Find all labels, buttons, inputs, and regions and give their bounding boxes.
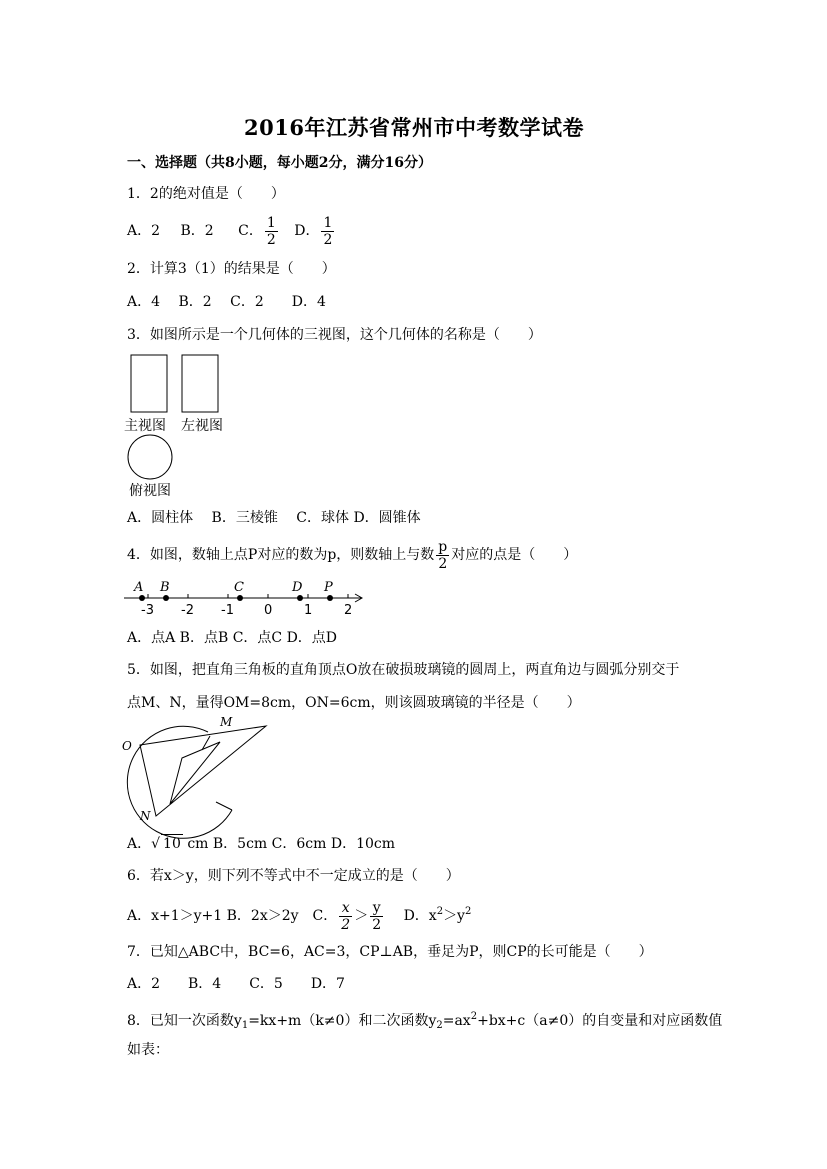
question-2-options: A．﻿4 B．﻿2 C．2 D．4 — [127, 294, 326, 310]
point-a-label: A — [134, 580, 144, 595]
tick-label: -1 — [221, 603, 234, 618]
question-8-line2: 如表： — [127, 1042, 169, 1058]
label-n: N — [140, 809, 151, 823]
question-1-options — [127, 214, 336, 248]
fraction-d: $\frac{1}{2}$ — [323, 214, 333, 248]
top-view-circle — [128, 435, 172, 479]
question-7-options: A．2 B．4 C．5 D．7 — [127, 976, 345, 992]
point-d-label: D — [292, 580, 303, 595]
question-3-options: A．圆柱体 B．三棱锥 C．球体 D．圆锥体 — [127, 510, 421, 526]
option-c: C．﻿ — [238, 223, 263, 239]
point-a-dot — [139, 595, 145, 601]
fraction-p-over-2: $\frac{p}{2}$ — [438, 538, 448, 572]
set-square — [140, 726, 266, 816]
tick-label: 1 — [304, 603, 313, 618]
fraction-c: $\frac{1}{2}$ — [266, 214, 276, 248]
front-view-rect — [131, 355, 167, 412]
question-2-stem: 2．计算3﻿（﻿1）的结果是（ ） — [127, 261, 336, 277]
option-d: D． — [294, 223, 320, 239]
section-heading: 一、选择题（共8小题，每小题2分，满分16分） — [127, 155, 432, 171]
option-b: B．2 — [180, 223, 214, 239]
question-4-stem: 4．如图，数轴上点P对应的数为p，则数轴上与数﻿ $\frac{p}{2}$ 对应的点是（ ） — [127, 538, 578, 572]
number-line — [124, 578, 374, 618]
left-view-rect — [182, 355, 218, 412]
left-view-label: 左视图 — [181, 418, 223, 434]
question-3-stem: 3．如图所示是一个几何体的三视图，这个几何体的名称是（ ） — [127, 327, 542, 343]
point-c-dot — [237, 595, 243, 601]
point-p-dot — [327, 595, 333, 601]
question-5-line2: 点M、N，量得OM=8cm，ON=6cm，则该圆玻璃镜的半径是（ ） — [127, 695, 581, 711]
tick-label: 2 — [344, 603, 353, 618]
top-view-label: 俯视图 — [129, 483, 171, 499]
tick-label: 0 — [264, 603, 273, 618]
question-6-options: A．x+1＞y+1 B．2x＞2y C． $\frac{x}{2}$ ＞ $\frac{y}{2}$ D．$x^2>y^2$ — [127, 899, 472, 933]
question-1-stem: 1．﻿2的绝对值是（ ） — [127, 186, 285, 202]
point-c-label: C — [234, 580, 244, 595]
point-b-label: B — [160, 580, 170, 595]
option-a: A．﻿2 — [127, 223, 161, 239]
question-5-line1: 5．如图，把直角三角板的直角顶点O放在破损玻璃镜的圆周上，两直角边与圆弧分别交于 — [127, 662, 680, 678]
label-m: M — [220, 715, 233, 729]
question-4-options: A．点A B．点B C．点C D．点D — [127, 630, 338, 646]
point-d-dot — [297, 595, 303, 601]
point-b-dot — [163, 595, 169, 601]
tick-label: -2 — [181, 603, 194, 618]
question-7-stem: 7．已知△ABC中，BC=6，AC=3，CP⊥AB，垂足为P，则CP的长可能是（ ） — [127, 944, 653, 960]
point-p-label: P — [324, 580, 333, 595]
label-o: O — [122, 739, 132, 753]
question-8-stem: 8．已知一次函数$y_1=kx+m(k\ne 0)$和二次函数$y_2=ax^2+bx+c(a\ne 0)$的自变量和对应函数值 — [127, 1011, 723, 1031]
tick-label: -3 — [141, 603, 154, 618]
front-view-label: 主视图 — [124, 418, 166, 434]
question-5-options: A．√ 10 cm B．5cm C．6cm D．10cm — [127, 836, 395, 852]
page-title: 2016年江苏省常州市中考数学试卷 — [244, 115, 584, 140]
question-6-stem: 6．若x＞y，则下列不等式中不一定成立的是（ ） — [127, 868, 460, 884]
broken-mirror-figure — [120, 712, 280, 827]
